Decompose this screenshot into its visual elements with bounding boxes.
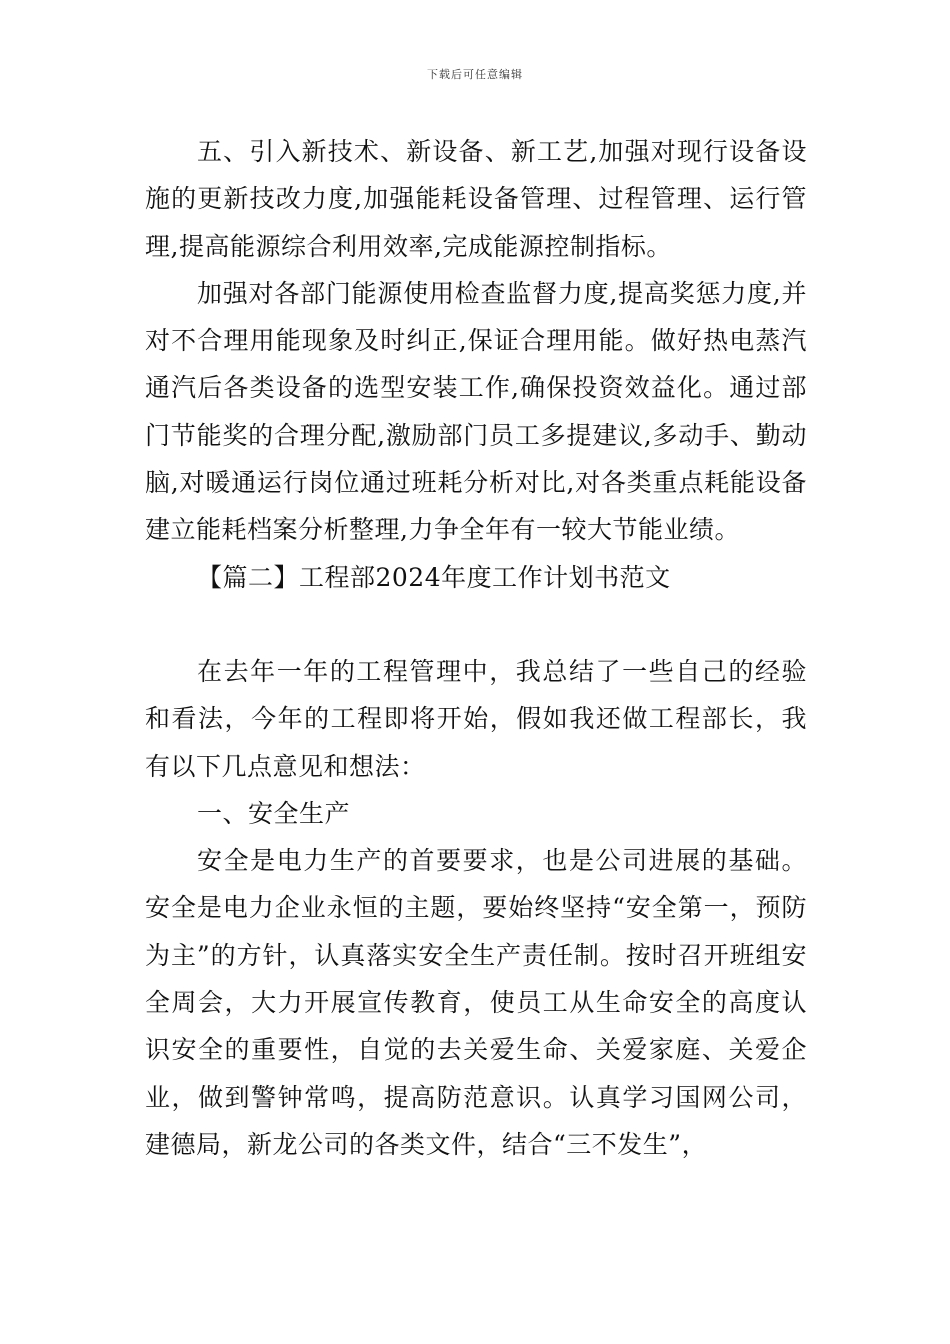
subheading-safety: 一、安全生产 [197, 798, 351, 828]
paragraph-measure-five: 五、引入新技术、新设备、新工艺,加强对现行设备设施的更新技改力度,加强能耗设备管理、过程管理、运行管理,提高能源综合利用效率,完成能源控制指标。 [145, 137, 807, 261]
paragraph-safety: 安全是电力生产的首要要求，也是公司进展的基础。安全是电力企业永恒的主题，要始终坚持“安全第一，预防为主”的方针，认真落实安全生产责任制。按时召开班组安全周会，大力开展宣传教育，使员工从生命安全的高度认识安全的重要性，自觉的去关爱生命、关爱家庭、关爱企业，做到警钟常鸣，提高防范意识。认真学习国网公司，建德局，新龙公司的各类文件，结合“三不发生”， [145, 846, 807, 1159]
paragraph-intro: 在去年一年的工程管理中，我总结了一些自己的经验和看法，今年的工程即将开始，假如我还做工程部长，我有以下几点意见和想法： [145, 656, 807, 781]
header-note: 下载后可任意编辑 [427, 68, 523, 81]
section-title: 【篇二】工程部2024年度工作计划书范文 [197, 562, 671, 592]
blank-line [145, 601, 807, 648]
document-body [145, 128, 807, 1168]
paragraph-energy-supervision: 加强对各部门能源使用检查监督力度,提高奖惩力度,并对不合理用能现象及时纠正,保证合理用能。做好热电蒸汽通汽后各类设备的选型安装工作,确保投资效益化。通过部门节能奖的合理分配,激励部门员工多提建议,多动手、勤动脑,对暖通运行岗位通过班耗分析对比,对各类重点耗能设备建立能耗档案分析整理,力争全年有一较大节能业绩。 [145, 278, 807, 545]
